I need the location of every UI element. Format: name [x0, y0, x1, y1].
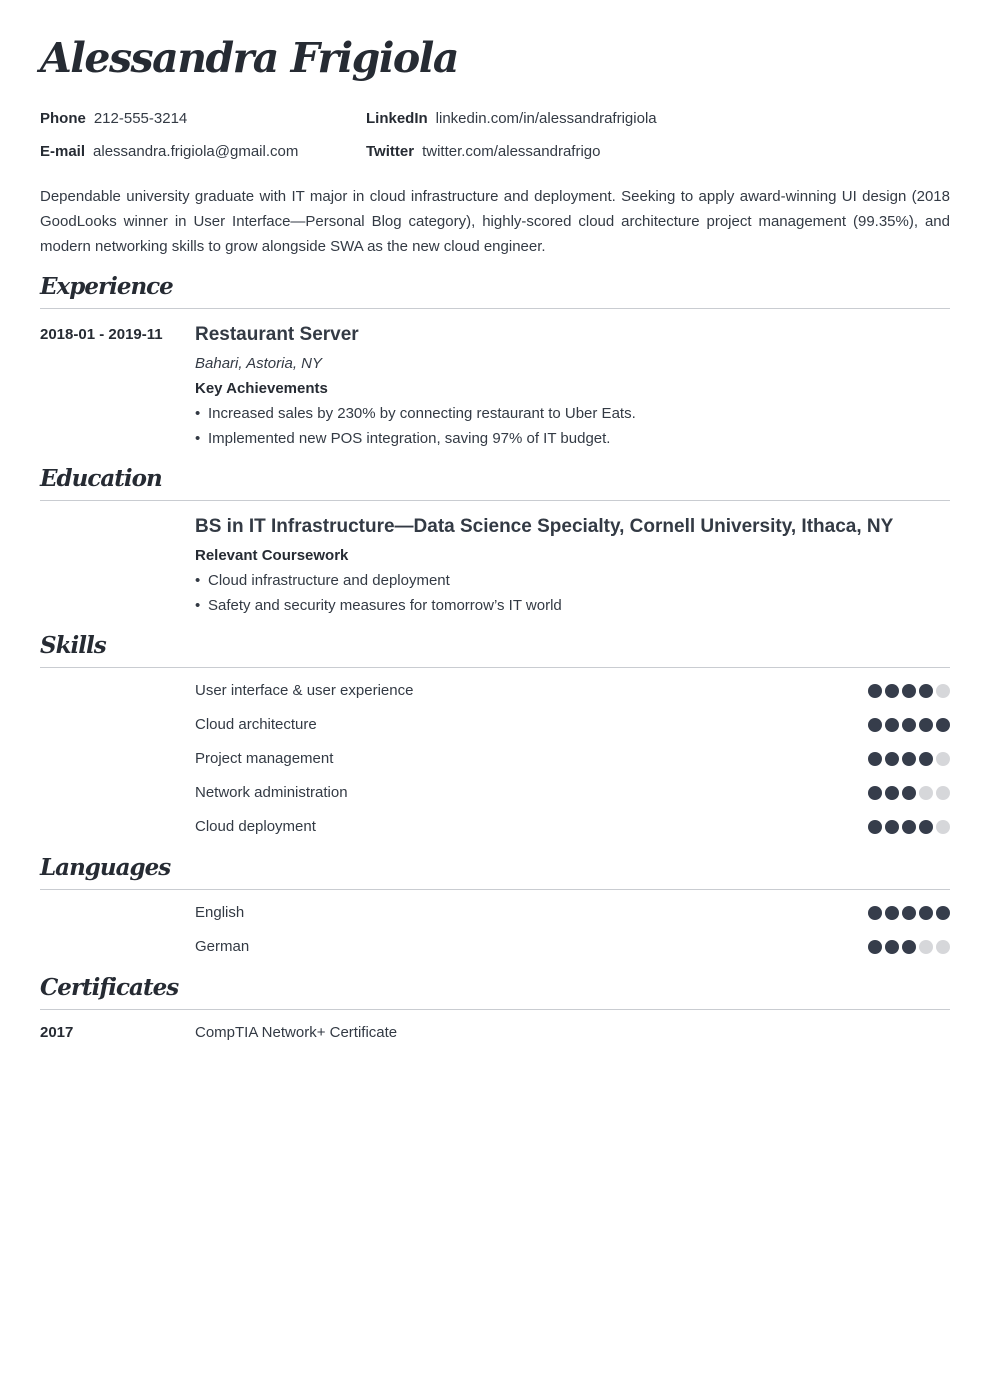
- rating-dot-filled: [868, 906, 882, 920]
- section-divider: [40, 1009, 950, 1010]
- rating-dot-empty: [936, 684, 950, 698]
- contact-phone: [40, 110, 187, 127]
- section-divider: [40, 500, 950, 501]
- rating-dot-filled: [919, 820, 933, 834]
- contact-linkedin: [366, 110, 657, 127]
- rating-dot-filled: [885, 940, 899, 954]
- rating-dot-filled: [868, 752, 882, 766]
- certificate-year: 2017: [40, 1024, 74, 1041]
- rating-dot-filled: [885, 718, 899, 732]
- twitter-label: Twitter: [366, 143, 415, 160]
- rating-dot-filled: [919, 718, 933, 732]
- skill-name: Project management: [195, 750, 334, 767]
- skill-name: Cloud deployment: [195, 818, 316, 835]
- linkedin-label: LinkedIn: [366, 110, 428, 127]
- achievement-text: Implemented new POS integration, saving 97% of IT budget.: [208, 430, 611, 447]
- coursework-item: [195, 572, 450, 589]
- skill-name: Network administration: [195, 784, 348, 801]
- rating-dot-empty: [936, 786, 950, 800]
- job-title: Restaurant Server: [195, 324, 359, 345]
- rating-dot-filled: [902, 718, 916, 732]
- rating-dot-filled: [885, 820, 899, 834]
- language-name: German: [195, 938, 250, 955]
- profile-summary: Dependable university graduate with IT major in cloud infrastructure and deployment. Seeking to apply award-winning UI design (2018 GoodLooks winner in User Interface—Personal Blog category), highly-scored cloud architecture project management (99.35%), and modern networking skills to grow alongside SWA as the new cloud engineer.: [40, 188, 950, 255]
- section-divider: [40, 889, 950, 890]
- certificate-name: CompTIA Network+ Certificate: [195, 1024, 398, 1041]
- bullet-dot: •: [195, 430, 201, 447]
- rating-dot-filled: [902, 684, 916, 698]
- rating-dot-filled: [919, 906, 933, 920]
- skill-name: Cloud architecture: [195, 716, 317, 733]
- degree-title: BS in IT Infrastructure—Data Science Specialty, Cornell University, Ithaca, NY: [195, 516, 894, 537]
- skill-rating: [868, 684, 950, 698]
- achievement-text: Increased sales by 230% by connecting restaurant to Uber Eats.: [208, 405, 636, 422]
- section-title-education: Education: [40, 465, 162, 492]
- email-label: E-mail: [40, 143, 86, 160]
- skill-rating: [868, 786, 950, 800]
- skill-name: User interface & user experience: [195, 682, 414, 699]
- rating-dot-filled: [919, 684, 933, 698]
- rating-dot-filled: [936, 718, 950, 732]
- section-divider: [40, 667, 950, 668]
- rating-dot-filled: [902, 940, 916, 954]
- rating-dot-filled: [868, 684, 882, 698]
- phone-value: 212-555-3214: [93, 110, 188, 127]
- section-divider: [40, 308, 950, 309]
- section-title-languages: Languages: [40, 854, 171, 881]
- skill-rating: [868, 752, 950, 766]
- rating-dot-filled: [868, 940, 882, 954]
- rating-dot-filled: [868, 786, 882, 800]
- achievement-item: [195, 430, 610, 447]
- rating-dot-filled: [936, 906, 950, 920]
- section-title-experience: Experience: [40, 273, 173, 300]
- rating-dot-empty: [919, 786, 933, 800]
- language-rating: [868, 906, 950, 920]
- candidate-name: Alessandra Frigiola: [40, 34, 458, 82]
- email-link[interactable]: alessandra.frigiola@gmail.com: [93, 143, 299, 160]
- rating-dot-filled: [902, 786, 916, 800]
- rating-dot-empty: [936, 820, 950, 834]
- rating-dot-filled: [902, 820, 916, 834]
- language-rating: [868, 940, 950, 954]
- contact-email: [40, 143, 298, 160]
- rating-dot-empty: [936, 752, 950, 766]
- linkedin-link[interactable]: linkedin.com/in/alessandrafrigiola: [435, 110, 657, 127]
- bullet-dot: •: [195, 597, 201, 614]
- section-title-certificates: Certificates: [40, 974, 179, 1001]
- rating-dot-filled: [868, 820, 882, 834]
- experience-dates: 2018-01 - 2019-11: [40, 326, 163, 343]
- rating-dot-filled: [885, 752, 899, 766]
- coursework-heading: Relevant Coursework: [195, 547, 349, 564]
- language-name: English: [195, 904, 245, 921]
- rating-dot-empty: [936, 940, 950, 954]
- rating-dot-empty: [919, 940, 933, 954]
- rating-dot-filled: [885, 786, 899, 800]
- skill-rating: [868, 718, 950, 732]
- rating-dot-filled: [902, 752, 916, 766]
- skill-rating: [868, 820, 950, 834]
- bullet-dot: •: [195, 572, 201, 589]
- rating-dot-filled: [868, 718, 882, 732]
- rating-dot-filled: [919, 752, 933, 766]
- employer-location: Bahari, Astoria, NY: [195, 355, 322, 372]
- phone-label: Phone: [40, 110, 86, 127]
- rating-dot-filled: [885, 684, 899, 698]
- coursework-text: Cloud infrastructure and deployment: [208, 572, 450, 589]
- contact-twitter: [366, 143, 600, 160]
- achievements-heading: Key Achievements: [195, 380, 328, 397]
- bullet-dot: •: [195, 405, 201, 422]
- twitter-link[interactable]: twitter.com/alessandrafrigo: [422, 143, 601, 160]
- coursework-text: Safety and security measures for tomorrow’s IT world: [208, 597, 562, 614]
- coursework-item: [195, 597, 562, 614]
- rating-dot-filled: [885, 906, 899, 920]
- achievement-item: [195, 405, 636, 422]
- rating-dot-filled: [902, 906, 916, 920]
- section-title-skills: Skills: [40, 632, 106, 659]
